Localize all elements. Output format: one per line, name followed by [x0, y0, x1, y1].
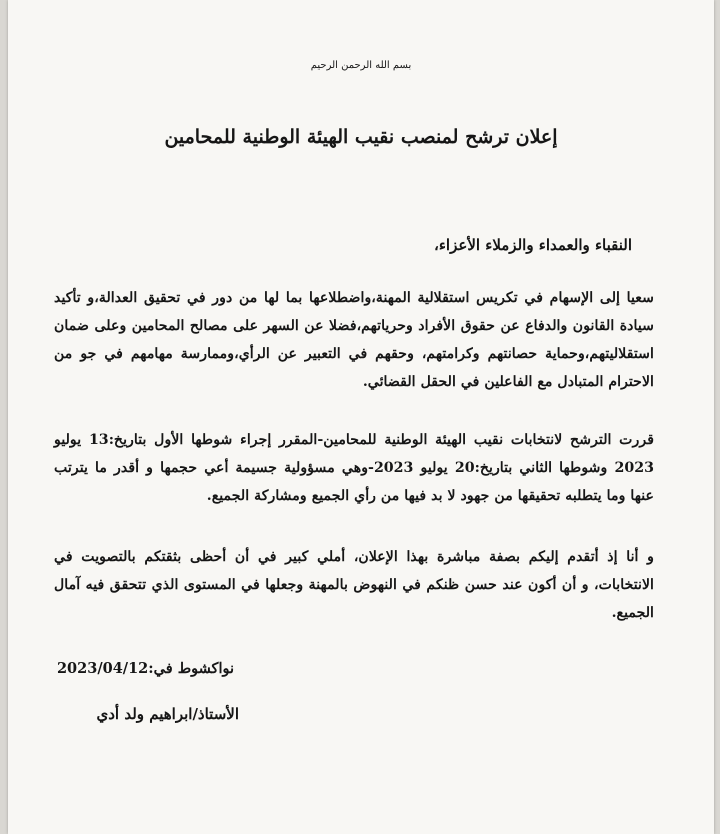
place-date: نواكشوط في:2023/04/12 [56, 660, 234, 677]
document-page [8, 0, 714, 834]
signature: الأستاذ/ابراهيم ولد أدي [96, 705, 239, 723]
basmala: بسم الله الرحمن الرحيم [310, 60, 412, 71]
paragraph-intro: سعيا إلى الإسهام في تكريس استقلالية المهنة،واضطلاعها بما لها من دور في تحقيق العدالة،و تأكيد سيادة القانون والدفاع عن حقوق الأفراد وحرياتهم،فضلا عن السهر على مصالح المحامين وعلى ضمان استقلاليتهم،وحماية حصانتهم وكرامتهم، وحقهم في التعبير عن الرأي،وممارسة مهامهم في جو من الاحترام المتبادل مع الفاعلين في الحقل القضائي. [54, 290, 654, 390]
salutation: النقباء والعمداء والزملاء الأعزاء، [434, 236, 632, 254]
paragraph-candidacy: قررت الترشح لانتخابات نقيب الهيئة الوطنية للمحامين-المقرر إجراء شوطها الأول بتاريخ:13 يوليو 2023 وشوطها الثاني بتاريخ:20 يوليو 2023-وهي مسؤولية جسيمة أعي حجمها و أقدر ما يترتب عنها وما يتطلبه تحقيقها من جهود لا بد فيها من رأي الجميع ومشاركة الجميع. [54, 432, 654, 504]
document-title: إعلان ترشح لمنصب نقيب الهيئة الوطنية للمحامين [164, 126, 558, 148]
paragraph-appeal: و أنا إذ أتقدم إليكم بصفة مباشرة بهذا الإعلان، أملي كبير في أن أحظى بثقتكم بالتصويت في الانتخابات، و أن أكون عند حسن ظنكم في النهوض بالمهنة وجعلها في المستوى الذي تتحقق فيه آمال الجميع. [54, 549, 654, 621]
